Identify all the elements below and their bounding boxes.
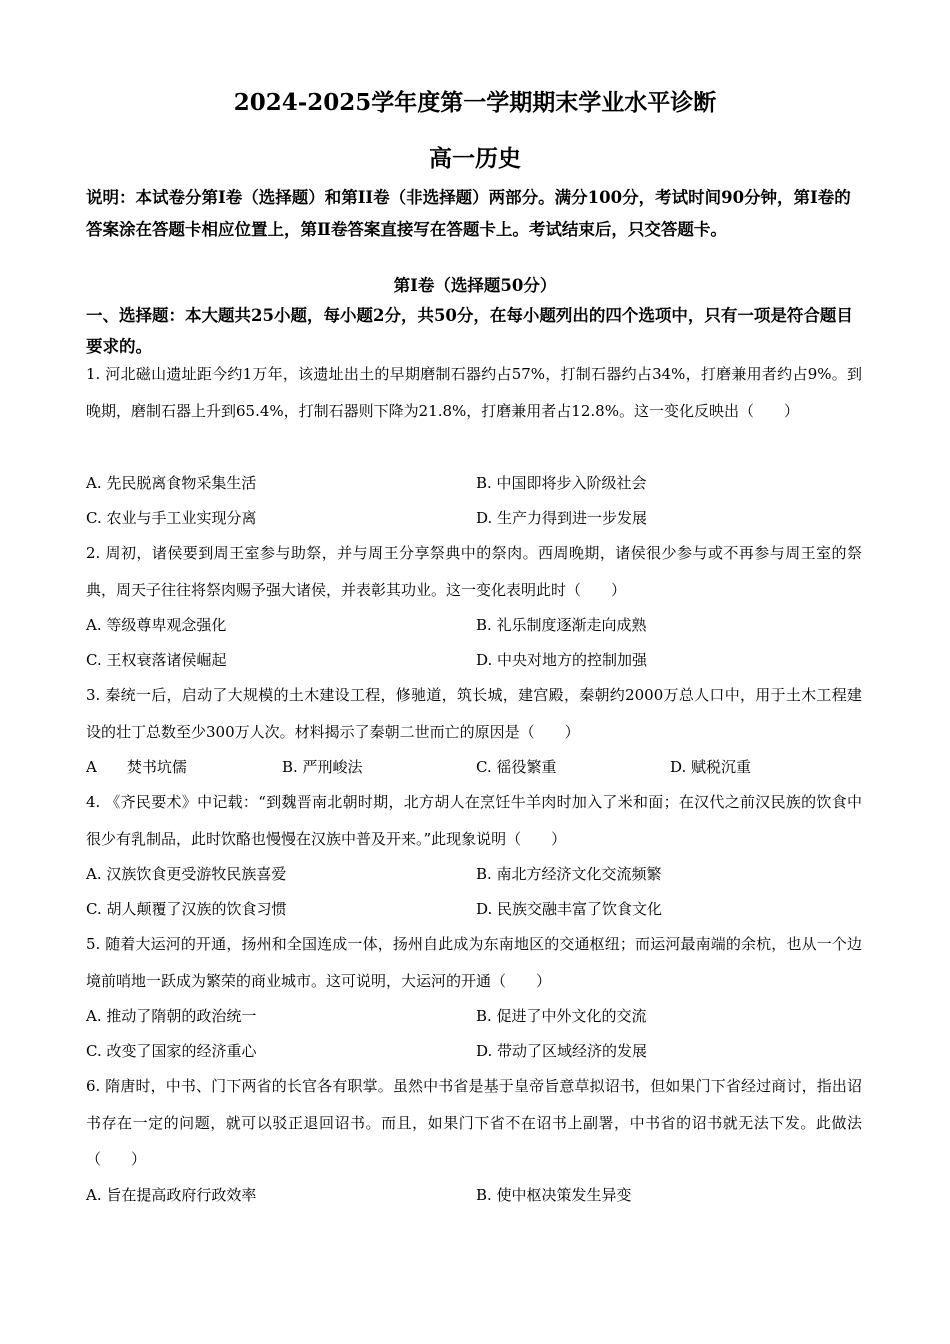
question-1-option-d: D. 生产力得到进一步发展 [476, 509, 648, 527]
question-4-option-b: B. 南北方经济文化交流频繁 [476, 865, 662, 883]
question-5-option-c: C. 改变了国家的经济重心 [86, 1042, 257, 1060]
question-3-option-c: C. 徭役繁重 [476, 758, 557, 776]
question-1-option-a: A. 先民脱离食物采集生活 [86, 474, 257, 492]
question-2-option-b: B. 礼乐制度逐渐走向成熟 [476, 616, 647, 634]
question-2-stem: 2. 周初，诸侯要到周王室参与助祭，并与周王分享祭典中的祭肉。西周晚期，诸侯很少参与或不再参与周王室的祭典，周天子往往将祭肉赐予强大诸侯，并表彰其功业。这一变化表明此时（ ） [86, 544, 862, 599]
question-3-stem: 3. 秦统一后，启动了大规模的土木建设工程，修驰道，筑长城，建宫殿，秦朝约2000万总人口中，用于土木工程建设的壮丁总数至少300万人次。材料揭示了秦朝二世而亡的原因是（ ） [86, 686, 862, 741]
exam-title: 2024-2025学年度第一学期期末学业水平诊断 [233, 89, 717, 116]
instructions: 说明：本试卷分第I卷（选择题）和第II卷（非选择题）两部分。满分100分，考试时间90分钟，第I卷的答案涂在答题卡相应位置上，第Ⅱ卷答案直接写在答题卡上。考试结束后，只交答题卡。 [86, 188, 851, 239]
question-2-option-c: C. 王权衰落诸侯崛起 [86, 651, 227, 669]
question-4-option-d: D. 民族交融丰富了饮食文化 [476, 900, 663, 918]
question-1-stem: 1. 河北磁山遗址距今约1万年，该遗址出土的早期磨制石器约占57%，打制石器约占34%，打磨兼用者约占9%。到晚期，磨制石器上升到65.4%，打制石器则下降为21.8%，打磨兼用者占12.8%。这一变化反映出（ ） [86, 365, 862, 420]
question-5-stem: 5. 随着大运河的开通，扬州和全国连成一体，扬州自此成为东南地区的交通枢纽；而运河最南端的余杭，也从一个边境前哨地一跃成为繁荣的商业城市。这可说明，大运河的开通（ ） [86, 935, 862, 990]
question-5-option-d: D. 带动了区域经济的发展 [476, 1042, 648, 1060]
question-1-option-b: B. 中国即将步入阶级社会 [476, 474, 647, 492]
question-5-option-a: A. 推动了隋朝的政治统一 [86, 1007, 257, 1025]
section-title: 一、选择题：本大题共25小题，每小题2分，共50分，在每小题列出的四个选项中，只有一项是符合题目要求的。 [86, 306, 853, 356]
question-2-option-a: A. 等级尊卑观念强化 [86, 616, 227, 634]
question-6-stem: 6. 隋唐时，中书、门下两省的长官各有职掌。虽然中书省是基于皇帝旨意草拟诏书，但如果门下省经过商讨，指出诏书存在一定的问题，就可以驳正退回诏书。而且，如果门下省不在诏书上副署，中书省的诏书就无法下发。此做法（ ） [86, 1077, 862, 1168]
question-4-stem: 4. 《齐民要术》中记载：“到魏晋南北朝时期，北方胡人在烹饪牛羊肉时加入了米和面；在汉代之前汉民族的饮食中很少有乳制品，此时饮酪也慢慢在汉族中普及开来。”此现象说明（ ） [86, 793, 862, 848]
question-3-option-a: A 焚书坑儒 [86, 758, 187, 776]
question-3-option-b: B. 严刑峻法 [282, 758, 363, 776]
question-6-option-a: A. 旨在提高政府行政效率 [86, 1186, 257, 1204]
subject-title: 高一历史 [429, 145, 521, 172]
question-6-option-b: B. 使中枢决策发生异变 [476, 1186, 632, 1204]
volume-title: 第Ⅰ卷（选择题50分） [393, 276, 557, 295]
question-5-option-b: B. 促进了中外文化的交流 [476, 1007, 647, 1025]
question-2-option-d: D. 中央对地方的控制加强 [476, 651, 648, 669]
question-4-option-c: C. 胡人颠覆了汉族的饮食习惯 [86, 900, 287, 918]
question-3-option-d: D. 赋税沉重 [670, 758, 752, 776]
question-4-option-a: A. 汉族饮食更受游牧民族喜爱 [86, 865, 287, 883]
question-1-option-c: C. 农业与手工业实现分离 [86, 509, 257, 527]
